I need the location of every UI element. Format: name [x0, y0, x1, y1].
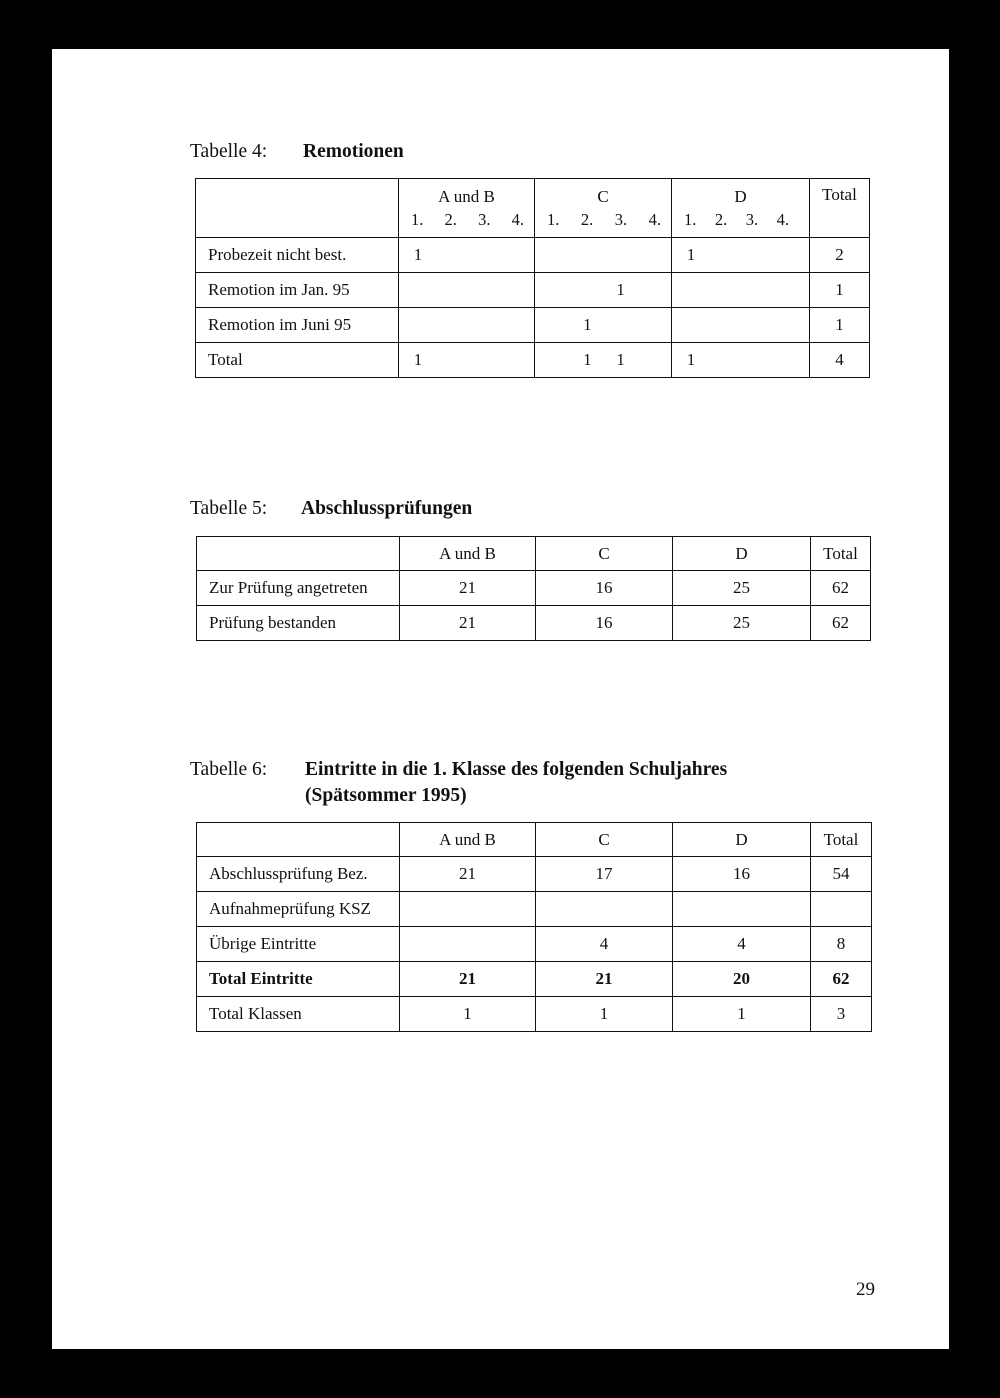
table4-total-header: Total [810, 179, 870, 238]
sub-value-ab-1: 1 [413, 350, 423, 369]
row-label: Übrige Eintritte [197, 927, 400, 962]
row-label: Probezeit nicht best. [196, 238, 399, 273]
row-label: Total [196, 343, 399, 378]
value-cell: 62 [811, 606, 871, 641]
table4-title: Remotionen [303, 141, 404, 162]
table6-header-total: Total [811, 823, 872, 857]
table-row [197, 857, 872, 892]
table5-corner-cell [197, 537, 400, 571]
row-total: 2 [810, 238, 870, 273]
sub-values-c [541, 280, 665, 300]
value-cell: 21 [400, 571, 536, 606]
value-cell: 25 [673, 606, 811, 641]
group-cell-ab [399, 238, 535, 273]
row-label: Total Klassen [197, 997, 400, 1032]
sub-value-c-4 [647, 350, 661, 370]
table6-header-row [197, 823, 872, 857]
table4-group-d [672, 179, 810, 238]
table4-group-ab-label: A und B [438, 186, 495, 206]
group-cell-c [535, 238, 672, 273]
table4-c-sub-1: 1. [547, 209, 560, 229]
row-label: Remotion im Juni 95 [196, 308, 399, 343]
group-cell-ab [399, 343, 535, 378]
sub-value-d-4 [775, 245, 789, 265]
value-cell: 4 [673, 927, 811, 962]
group-cell-ab [399, 273, 535, 308]
value-cell: 1 [400, 997, 536, 1032]
value-cell: 8 [811, 927, 872, 962]
table-row [197, 606, 871, 641]
value-cell: 21 [400, 857, 536, 892]
row-label: Remotion im Jan. 95 [196, 273, 399, 308]
value-cell: 21 [400, 606, 536, 641]
table6-caption [190, 757, 840, 809]
sub-value-c-3 [614, 315, 628, 335]
sub-values-ab [405, 350, 528, 370]
sub-values-d [678, 245, 803, 265]
table4-c-sub-2: 2. [580, 209, 594, 229]
table4-d-sub-3: 3. [745, 209, 759, 229]
table4-d-sub-4: 4. [776, 209, 789, 229]
sub-value-ab-4 [510, 350, 524, 370]
sub-values-d [678, 350, 803, 370]
table6-header-ab: A und B [400, 823, 536, 857]
table5-title: Abschlussprüfungen [301, 498, 473, 519]
table-row [196, 238, 870, 273]
value-cell: 21 [536, 962, 673, 997]
document-page [52, 49, 949, 1349]
table4-ab-sub-2: 2. [444, 209, 457, 229]
row-total: 1 [810, 273, 870, 308]
table4-group-ab [399, 179, 535, 238]
value-cell: 1 [673, 997, 811, 1032]
row-label: Aufnahmeprüfung KSZ [197, 892, 400, 927]
sub-value-c-1 [547, 315, 561, 335]
table-row [197, 962, 872, 997]
value-cell: 25 [673, 571, 811, 606]
sub-value-c-1 [547, 280, 561, 300]
table4-group-c-label: C [597, 186, 609, 206]
sub-values-ab [405, 245, 528, 265]
sub-value-ab-2 [444, 245, 458, 265]
value-cell: 16 [673, 857, 811, 892]
table4-ab-sub-4: 4. [511, 209, 524, 229]
sub-value-ab-1: 1 [413, 245, 423, 264]
row-label: Total Eintritte [197, 962, 400, 997]
group-cell-c [535, 273, 672, 308]
group-cell-d [672, 238, 810, 273]
value-cell: 62 [811, 571, 871, 606]
sub-value-c-4 [647, 280, 661, 300]
sub-value-ab-4 [510, 245, 524, 265]
value-cell [536, 892, 673, 927]
table4-label: Tabelle 4: [190, 141, 268, 162]
value-cell: 62 [811, 962, 872, 997]
group-cell-d [672, 308, 810, 343]
sub-value-d-2 [714, 350, 728, 370]
value-cell: 17 [536, 857, 673, 892]
table6-header-c: C [536, 823, 673, 857]
value-cell: 20 [673, 962, 811, 997]
page-number: 29 [856, 1279, 875, 1300]
sub-value-c-3: 1 [616, 350, 625, 369]
value-cell: 21 [400, 962, 536, 997]
sub-value-c-1 [547, 350, 561, 370]
group-cell-c [535, 308, 672, 343]
table4-caption [190, 139, 590, 165]
table5-header-ab: A und B [400, 537, 536, 571]
table5-header-c: C [536, 537, 673, 571]
sub-value-ab-3 [477, 350, 491, 370]
row-total: 4 [810, 343, 870, 378]
table6-header-d: D [673, 823, 811, 857]
sub-values-c [541, 350, 665, 370]
row-label: Zur Prüfung angetreten [197, 571, 400, 606]
value-cell [811, 892, 872, 927]
table-row [197, 927, 872, 962]
value-cell: 4 [536, 927, 673, 962]
group-cell-c [535, 343, 672, 378]
value-cell: 54 [811, 857, 872, 892]
table5 [196, 536, 871, 641]
group-cell-d [672, 273, 810, 308]
table6-corner-cell [197, 823, 400, 857]
table4-d-sub-1: 1. [684, 209, 697, 229]
sub-value-c-2: 1 [583, 315, 592, 334]
table-row [197, 892, 872, 927]
table5-header-d: D [673, 537, 811, 571]
table4-d-sub-2: 2. [714, 209, 728, 229]
sub-value-c-2 [580, 280, 594, 300]
value-cell [400, 927, 536, 962]
value-cell: 16 [536, 571, 673, 606]
group-cell-d [672, 343, 810, 378]
sub-value-d-1: 1 [686, 245, 696, 264]
sub-value-d-3 [745, 350, 759, 370]
sub-value-ab-2 [444, 350, 458, 370]
table6 [196, 822, 872, 1032]
table4-group-c [535, 179, 672, 238]
sub-value-d-4 [775, 350, 789, 370]
value-cell: 3 [811, 997, 872, 1032]
row-label: Prüfung bestanden [197, 606, 400, 641]
row-label: Abschlussprüfung Bez. [197, 857, 400, 892]
sub-value-d-1: 1 [686, 350, 696, 369]
sub-value-c-2: 1 [583, 350, 592, 369]
value-cell [400, 892, 536, 927]
table-row [196, 308, 870, 343]
table5-header-total: Total [811, 537, 871, 571]
table-row [196, 273, 870, 308]
sub-value-c-3: 1 [616, 280, 625, 299]
sub-value-d-2 [714, 245, 728, 265]
sub-value-d-3 [745, 245, 759, 265]
table5-header-row [197, 537, 871, 571]
table-row [196, 343, 870, 378]
table4-ab-sub-1: 1. [411, 209, 424, 229]
sub-values-c [541, 315, 665, 335]
table4-ab-sub-3: 3. [478, 209, 491, 229]
table-row [197, 997, 872, 1032]
value-cell: 16 [536, 606, 673, 641]
table-row [197, 571, 871, 606]
table4-c-sub-4: 4. [648, 209, 661, 229]
value-cell: 1 [536, 997, 673, 1032]
table4 [195, 178, 870, 378]
row-total: 1 [810, 308, 870, 343]
table6-title-line1: Eintritte in die 1. Klasse des folgenden Schuljahres [305, 759, 728, 780]
table4-header-row [196, 179, 870, 238]
table4-corner-cell [196, 179, 399, 238]
sub-value-ab-3 [477, 245, 491, 265]
value-cell [673, 892, 811, 927]
group-cell-ab [399, 308, 535, 343]
table5-label: Tabelle 5: [190, 498, 268, 519]
table4-group-d-label: D [734, 186, 747, 206]
sub-value-c-4 [647, 315, 661, 335]
table4-c-sub-3: 3. [614, 209, 628, 229]
table6-label: Tabelle 6: [190, 759, 268, 780]
table5-caption [190, 496, 590, 522]
table6-title-line2: (Spätsommer 1995) [305, 785, 467, 806]
